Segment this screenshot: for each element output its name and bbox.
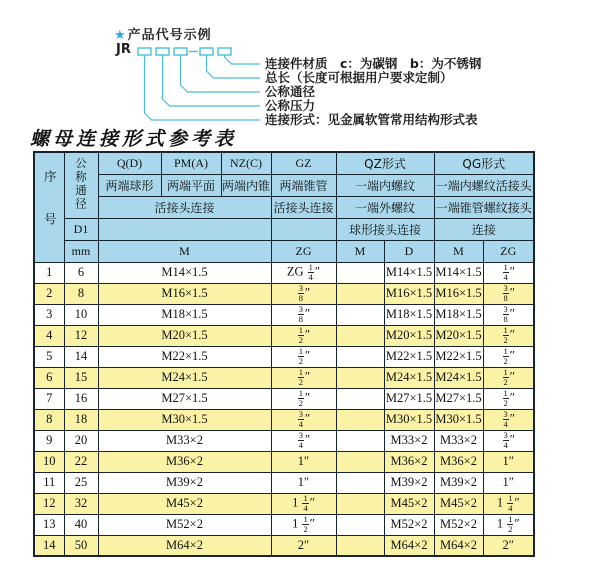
header-gz-union: 活接头连接: [271, 196, 336, 218]
table-cell: 2″: [483, 535, 534, 556]
table-cell: [336, 451, 384, 472]
header-gz-desc: 两端锥管: [271, 174, 336, 196]
table-cell: 22: [64, 451, 98, 472]
table-cell: $\frac{3}{4}$ ″: [271, 430, 336, 451]
table-cell: [336, 493, 384, 514]
table-row: [34, 388, 534, 409]
table-cell: 11: [34, 472, 64, 493]
table-cell: M18×1.5: [384, 304, 434, 325]
header-row-1: [34, 152, 534, 174]
table-cell: 6: [64, 262, 98, 283]
connector-line-4: [207, 55, 261, 78]
header-qd-desc: 两端球形: [98, 174, 161, 196]
table-cell: 1″: [483, 451, 534, 472]
header-pma-desc: 两端平面: [161, 174, 221, 196]
header-qg-m: M: [434, 240, 483, 262]
table-body: [34, 262, 534, 556]
table-row: [34, 262, 534, 283]
header-qz-d: D: [384, 240, 434, 262]
table-cell: 1: [34, 262, 64, 283]
table-cell: 5: [34, 346, 64, 367]
code-label-pressure: 公称压力: [265, 98, 316, 113]
table-cell: 15: [64, 367, 98, 388]
table-cell: $\frac{1}{2}$ ″: [271, 388, 336, 409]
table-cell: M52×2: [384, 514, 434, 535]
table-cell: $\frac{1}{2}$ ″: [271, 346, 336, 367]
table-cell: 1 $\frac{1}{4}$ ″: [271, 493, 336, 514]
table-cell: 13: [34, 514, 64, 535]
table-cell: M14×1.5: [384, 262, 434, 283]
table-cell: $\frac{1}{2}$ ″: [271, 367, 336, 388]
table-cell: M18×1.5: [98, 304, 271, 325]
table-row: [34, 514, 534, 535]
table-cell: 7: [34, 388, 64, 409]
table-cell: M18×1.5: [434, 304, 483, 325]
table-cell: $\frac{1}{2}$ ″: [483, 325, 534, 346]
nut-connection-reference-table: [33, 151, 535, 557]
table-row: [34, 325, 534, 346]
table-cell: M16×1.5: [384, 283, 434, 304]
header-qg-desc: 一端内螺纹活接头: [434, 174, 534, 196]
table-cell: M52×2: [434, 514, 483, 535]
table-cell: 25: [64, 472, 98, 493]
table-cell: ZG $\frac{1}{4}$ ″: [271, 262, 336, 283]
table-cell: $\frac{3}{8}$ ″: [271, 283, 336, 304]
table-cell: 1″: [271, 472, 336, 493]
code-box-3: [174, 48, 187, 55]
header-qz-m: M: [336, 240, 384, 262]
table-cell: M22×1.5: [98, 346, 271, 367]
table-cell: 10: [34, 451, 64, 472]
table-cell: [336, 388, 384, 409]
table-cell: [336, 367, 384, 388]
header-qd: Q(D): [98, 152, 161, 174]
table-header: [34, 152, 534, 262]
table-cell: M24×1.5: [434, 367, 483, 388]
table-cell: 2″: [271, 535, 336, 556]
table-cell: M39×2: [98, 472, 271, 493]
table-cell: $\frac{1}{2}$ ″: [483, 346, 534, 367]
table-row: [34, 409, 534, 430]
table-cell: M36×2: [98, 451, 271, 472]
header-qg-group: QG形式: [434, 152, 534, 174]
table-cell: 1″: [483, 472, 534, 493]
table-cell: $\frac{3}{4}$ ″: [483, 409, 534, 430]
table-cell: [336, 283, 384, 304]
table-cell: M20×1.5: [384, 325, 434, 346]
header-row-2: [34, 174, 534, 196]
table-cell: [336, 346, 384, 367]
table-cell: M27×1.5: [384, 388, 434, 409]
table-cell: 50: [64, 535, 98, 556]
table-cell: M14×1.5: [434, 262, 483, 283]
table-row: [34, 493, 534, 514]
connector-line-2: [163, 55, 261, 106]
header-row-3: [34, 196, 534, 218]
table-cell: [336, 262, 384, 283]
header-empty-cell: [98, 218, 271, 240]
table-cell: [336, 514, 384, 535]
header-qg-zg: ZG: [483, 240, 534, 262]
header-qz-desc: 一端内螺纹: [336, 174, 434, 196]
table-cell: $\frac{3}{8}$ ″: [483, 304, 534, 325]
table-cell: M20×1.5: [434, 325, 483, 346]
table-cell: M27×1.5: [434, 388, 483, 409]
table-cell: 8: [64, 283, 98, 304]
table-cell: 10: [64, 304, 98, 325]
table-cell: 1″: [271, 451, 336, 472]
header-row-5: [34, 240, 534, 262]
code-box-4: [200, 48, 213, 55]
header-qz-ext-thread: 一端外螺纹: [336, 196, 434, 218]
code-label-material: 连接件材质 c：为碳钢 b：为不锈钢: [265, 56, 482, 71]
table-cell: 12: [64, 325, 98, 346]
connector-line-3: [181, 55, 261, 92]
header-seq: 序号: [34, 152, 64, 262]
table-cell: [336, 409, 384, 430]
code-box-2: [156, 48, 169, 55]
header-m: M: [98, 240, 271, 262]
header-d1: D1: [64, 218, 98, 240]
table-cell: M45×2: [384, 493, 434, 514]
table-row: [34, 346, 534, 367]
header-union-connection: 活接头连接: [98, 196, 271, 218]
table-cell: $\frac{1}{4}$ ″: [483, 262, 534, 283]
header-empty-cell: [271, 218, 336, 240]
code-prefix: JR: [116, 42, 131, 57]
table-cell: M45×2: [434, 493, 483, 514]
code-label-connection: 连接形式：见金属软管常用结构形式表: [265, 112, 478, 127]
table-cell: M16×1.5: [434, 283, 483, 304]
table-cell: M33×2: [384, 430, 434, 451]
table-cell: 6: [34, 367, 64, 388]
table-cell: [336, 430, 384, 451]
table-cell: $\frac{3}{8}$ ″: [483, 283, 534, 304]
table-row: [34, 367, 534, 388]
table-cell: 3: [34, 304, 64, 325]
table-cell: M30×1.5: [434, 409, 483, 430]
table-cell: M39×2: [434, 472, 483, 493]
table-cell: M45×2: [98, 493, 271, 514]
table-cell: [336, 304, 384, 325]
header-pma: PM(A): [161, 152, 221, 174]
table-cell: M39×2: [384, 472, 434, 493]
table-cell: M36×2: [384, 451, 434, 472]
connector-line-1: [145, 55, 261, 120]
table-cell: $\frac{1}{2}$ ″: [271, 325, 336, 346]
table-cell: $\frac{3}{8}$ ″: [271, 304, 336, 325]
table-cell: $\frac{3}{4}$ ″: [483, 430, 534, 451]
code-box-1: [138, 48, 151, 55]
table-cell: M24×1.5: [98, 367, 271, 388]
connector-line-5: [225, 55, 261, 64]
table-cell: $\frac{1}{2}$ ″: [483, 367, 534, 388]
star-icon: ★: [114, 28, 127, 43]
table-cell: M33×2: [98, 430, 271, 451]
header-qg-taper-joint: 一端锥管螺纹接头: [434, 196, 534, 218]
table-cell: [336, 325, 384, 346]
code-box-5: [218, 48, 231, 55]
header-qz-group: QZ形式: [336, 152, 434, 174]
table-row: [34, 451, 534, 472]
table-row: [34, 304, 534, 325]
table-row: [34, 283, 534, 304]
table-cell: M52×2: [98, 514, 271, 535]
code-label-diameter: 公称通径: [265, 84, 316, 99]
table-cell: 1 $\frac{1}{2}$ ″: [271, 514, 336, 535]
table-cell: M27×1.5: [98, 388, 271, 409]
table-row: [34, 430, 534, 451]
table-cell: 14: [64, 346, 98, 367]
table-cell: [336, 535, 384, 556]
table-cell: M64×2: [384, 535, 434, 556]
table-cell: 8: [34, 409, 64, 430]
header-nzc-desc: 两端内锥: [221, 174, 271, 196]
table-cell: 1 $\frac{1}{2}$ ″: [483, 514, 534, 535]
table-row: [34, 535, 534, 556]
header-row-4: [34, 218, 534, 240]
table-cell: 9: [34, 430, 64, 451]
table-cell: $\frac{3}{4}$ ″: [271, 409, 336, 430]
header-mm: mm: [64, 240, 98, 262]
table-cell: 1 $\frac{1}{4}$ ″: [483, 493, 534, 514]
header-diameter: 公称通径: [64, 152, 98, 218]
table-cell: 12: [34, 493, 64, 514]
table-cell: 16: [64, 388, 98, 409]
table-cell: 2: [34, 283, 64, 304]
diagram-title-text: 产品代号示例: [127, 28, 212, 43]
table-row: [34, 472, 534, 493]
table-cell: M22×1.5: [434, 346, 483, 367]
table-cell: M36×2: [434, 451, 483, 472]
table-cell: 18: [64, 409, 98, 430]
table-cell: M16×1.5: [98, 283, 271, 304]
table-cell: M22×1.5: [384, 346, 434, 367]
table-title: 螺母连接形式参考表: [30, 129, 238, 150]
table-cell: 40: [64, 514, 98, 535]
header-nzc: NZ(C): [221, 152, 271, 174]
table-cell: M64×2: [98, 535, 271, 556]
table-cell: M30×1.5: [98, 409, 271, 430]
table-cell: M30×1.5: [384, 409, 434, 430]
header-gz: GZ: [271, 152, 336, 174]
table-cell: 32: [64, 493, 98, 514]
code-label-length: 总长（长度可根据用户要求定制）: [265, 70, 453, 85]
table-cell: $\frac{1}{2}$ ″: [483, 388, 534, 409]
header-qz-ball-joint: 球形接头连接: [336, 218, 434, 240]
table-cell: M14×1.5: [98, 262, 271, 283]
header-zg: ZG: [271, 240, 336, 262]
table-cell: [336, 472, 384, 493]
table-cell: 4: [34, 325, 64, 346]
table-cell: M20×1.5: [98, 325, 271, 346]
table-cell: 20: [64, 430, 98, 451]
table-cell: M33×2: [434, 430, 483, 451]
table-cell: M64×2: [434, 535, 483, 556]
table-cell: 14: [34, 535, 64, 556]
table-cell: M24×1.5: [384, 367, 434, 388]
header-qg-connection: 连接: [434, 218, 534, 240]
